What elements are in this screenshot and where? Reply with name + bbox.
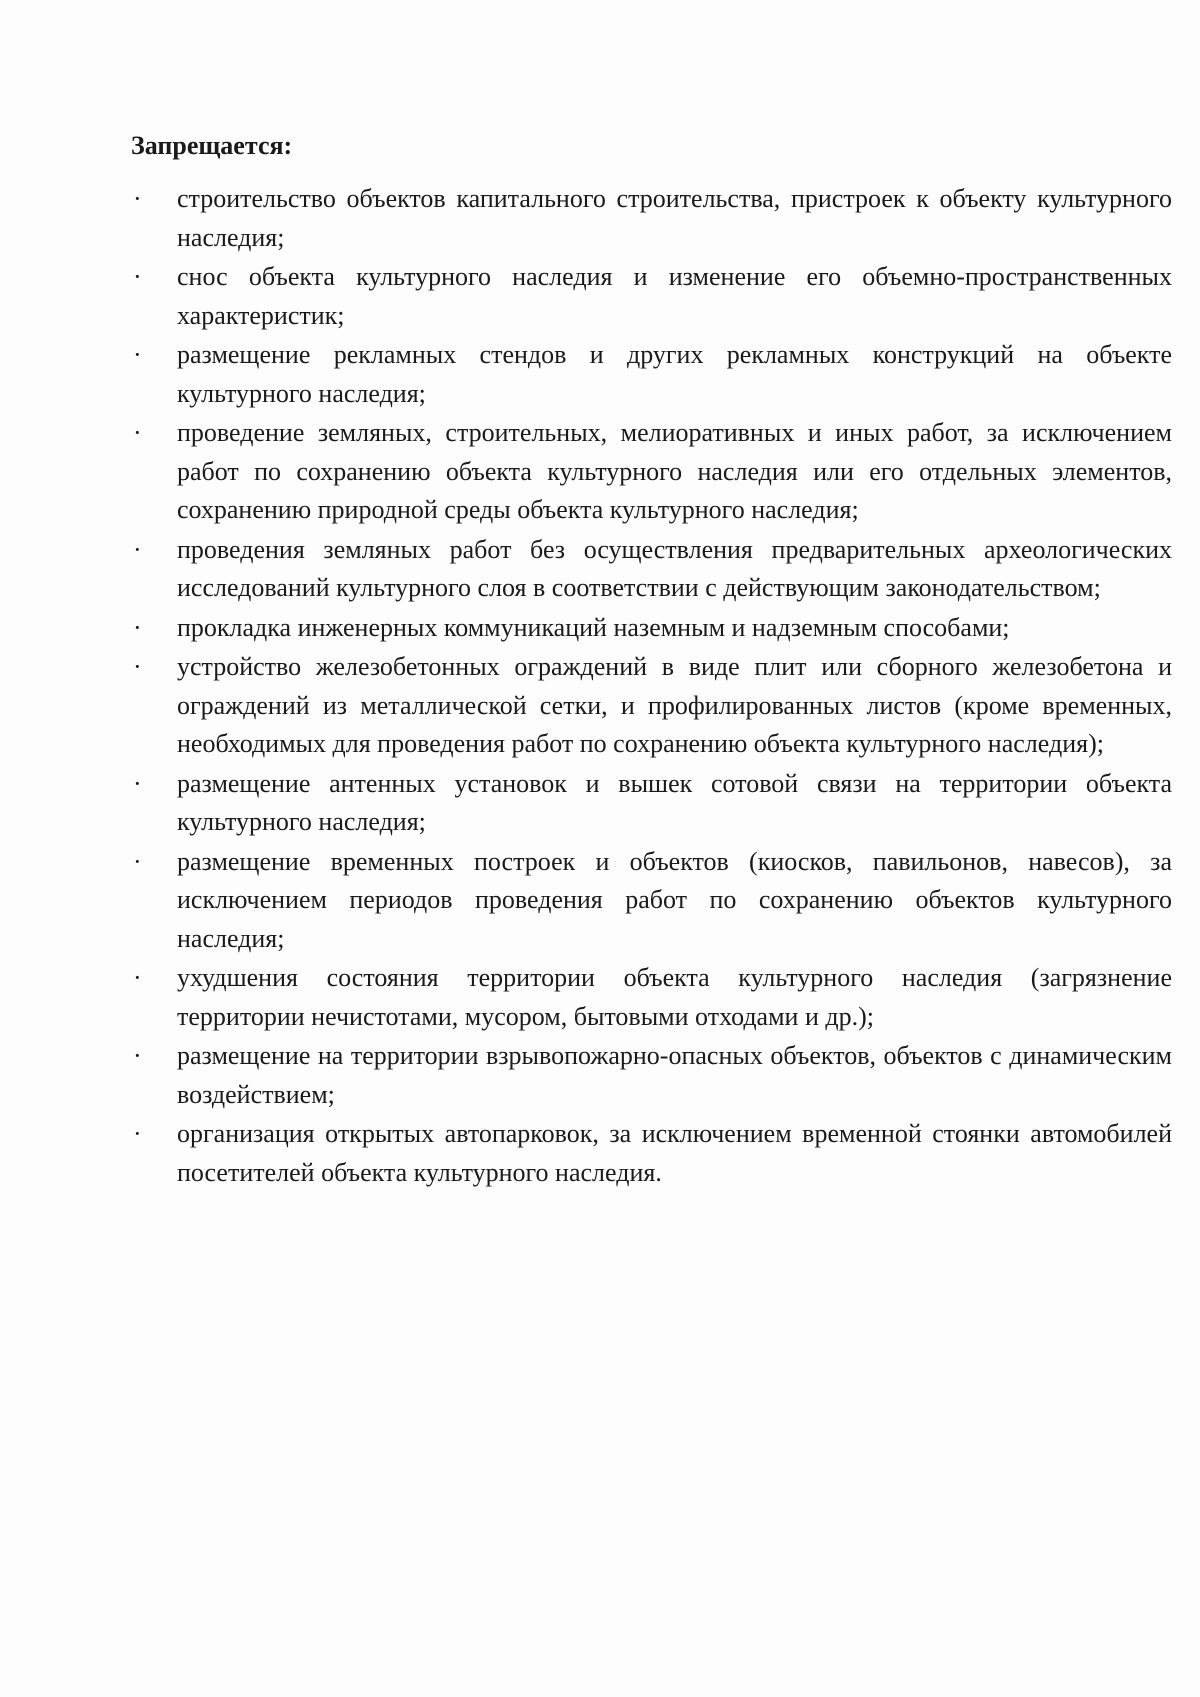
bullet-icon: · (133, 1119, 142, 1148)
bullet-icon: · (133, 963, 142, 992)
list-item (131, 765, 1172, 842)
list-item-text: размещение рекламных стендов и других рекламных конструкций на объекте культурного наследия; (177, 340, 1172, 408)
list-item-text: ухудшения состояния территории объекта культурного наследия (загрязнение территории нечистотами, мусором, бытовыми отходами и др.); (177, 963, 1172, 1031)
bullet-icon: · (133, 184, 142, 213)
list-item (131, 648, 1172, 764)
section-heading: Запрещается: (131, 131, 293, 160)
prohibitions-list (131, 180, 1172, 1193)
list-item-text: размещение на территории взрывопожарно-опасных объектов, объектов с динамическим воздействием; (177, 1041, 1172, 1109)
list-item-text: организация открытых автопарковок, за исключением временной стоянки автомобилей посетителей объекта культурного наследия. (177, 1119, 1172, 1187)
bullet-icon: · (133, 846, 142, 876)
bullet-icon: · (133, 534, 142, 564)
list-item-text: устройство железобетонных ограждений в виде плит или сборного железобетона и ограждений из металлической сетки, и профилированных листов (кроме временных, необходимых для проведения работ по сохранению объекта культурного наследия); (177, 652, 1172, 758)
list-item-text: прокладка инженерных коммуникаций наземным и надземным способами; (177, 612, 1010, 642)
list-item (131, 414, 1172, 530)
list-item (131, 959, 1172, 1036)
list-item (131, 180, 1172, 257)
list-item (131, 336, 1172, 413)
list-item-text: проведение земляных, строительных, мелиоративных и иных работ, за исключением работ по сохранению объекта культурного наследия или его отдельных элементов, сохранению природной среды объекта культурного наследия; (177, 418, 1172, 524)
list-item-text: проведения земляных работ без осуществления предварительных археологических исследований культурного слоя в соответствии с действующим законодательством; (177, 534, 1172, 602)
list-item (131, 1115, 1172, 1192)
list-item-text: снос объекта культурного наследия и изменение его объемно-пространственных характеристик; (177, 262, 1172, 330)
bullet-icon: · (133, 418, 142, 447)
list-item (131, 258, 1172, 335)
bullet-icon: · (133, 262, 142, 291)
list-item-text: размещение временных построек и объектов (киосков, павильонов, навесов), за исключением периодов проведения работ по сохранению объектов культурного наследия; (177, 846, 1172, 953)
bullet-icon: · (133, 768, 142, 798)
list-item (131, 609, 1172, 648)
bullet-icon: · (133, 1041, 142, 1070)
bullet-icon: · (133, 612, 142, 642)
bullet-icon: · (133, 340, 142, 369)
list-item (131, 843, 1172, 959)
list-item (131, 531, 1172, 608)
list-item-text: размещение антенных установок и вышек сотовой связи на территории объекта культурного наследия; (177, 768, 1172, 836)
bullet-icon: · (133, 652, 142, 681)
list-item-text: строительство объектов капитального строительства, пристроек к объекту культурного наследия; (177, 184, 1172, 252)
list-item (131, 1037, 1172, 1114)
